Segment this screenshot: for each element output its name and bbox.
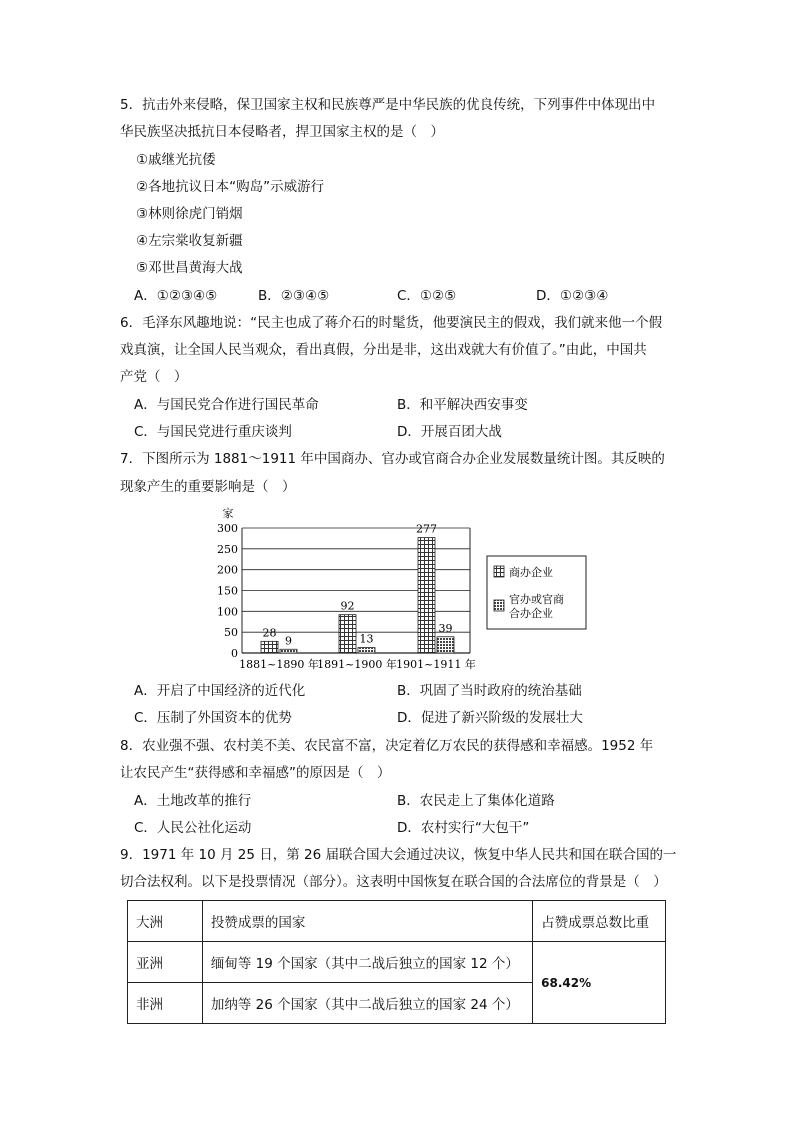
q6-stem-line-3: 产党（ ）: [120, 369, 188, 385]
q7-option-c: C．压制了外国资本的优势: [134, 710, 292, 726]
bar-official-2: [358, 648, 375, 653]
legend-label-official-1: 官办或官商: [509, 593, 564, 606]
table-header-countries: 投赞成票的国家: [202, 901, 532, 942]
table-cell-continent: 非洲: [128, 983, 203, 1024]
vote-table: [127, 900, 666, 1024]
q6-option-d: D．开展百团大战: [397, 424, 502, 440]
q5-option-d: D．①②③④: [536, 288, 609, 304]
bar-private-3: [418, 538, 435, 653]
q7-stem-line-2: 现象产生的重要影响是（ ）: [120, 479, 296, 495]
table-cell-countries: 加纳等 26 个国家（其中二战后独立的国家 24 个）: [202, 983, 532, 1024]
q5-option-b: B．②③④⑤: [258, 288, 330, 304]
q5-stem-line-1: 5．抗击外来侵略，保卫国家主权和民族尊严是中华民族的优良传统，下列事件中体现出中: [120, 97, 656, 113]
q6-stem-line-1: 6．毛泽东风趣地说：“民主也成了蒋介石的时髦货，他要演民主的假戏，我们就来他一个假: [120, 315, 663, 331]
data-label: 39: [438, 621, 453, 635]
x-tick-label: 1901~1911 年: [396, 658, 476, 671]
q8-stem-line-2: 让农民产生“获得感和幸福感”的原因是（ ）: [120, 765, 391, 781]
bar-private-2: [339, 615, 356, 653]
bar-private-1: [261, 641, 278, 653]
y-unit-label: 家: [222, 507, 234, 520]
q5-stem-line-2: 华民族坚决抵抗日本侵略者，捍卫国家主权的是（ ）: [120, 124, 444, 140]
q6-stem-line-2: 戏真演，让全国人民当观众，看出真假，分出是非，这出戏就大有价值了。”由此，中国共: [120, 342, 647, 358]
data-label: 92: [340, 599, 355, 613]
q6-option-a: A．与国民党合作进行国民革命: [134, 397, 319, 413]
data-label: 9: [285, 634, 292, 648]
q6-option-c: C．与国民党进行重庆谈判: [134, 424, 292, 440]
q5-item-4: ④左宗棠收复新疆: [136, 233, 243, 249]
q5-item-3: ③林则徐虎门销烟: [136, 206, 243, 222]
q5-item-2: ②各地抗议日本“购岛”示威游行: [136, 179, 325, 195]
legend-swatch-private: [494, 566, 504, 577]
q5-item-1: ①戚继光抗倭: [136, 152, 216, 168]
legend-label-official-2: 合办企业: [509, 607, 553, 620]
table-cell-continent: 亚洲: [128, 942, 203, 983]
table-header-row: [128, 901, 666, 942]
q8-option-b: B．农民走上了集体化道路: [397, 793, 555, 809]
enterprise-bar-chart: [200, 500, 590, 680]
q8-stem-line-1: 8．农业强不强、农村美不美、农民富不富，决定着亿万农民的获得感和幸福感。1952 年: [120, 738, 654, 754]
y-tick-label: 200: [217, 563, 238, 577]
bar-official-1: [280, 649, 297, 653]
q9-stem-line-1: 9．1971 年 10 月 25 日，第 26 届联合国大会通过决议，恢复中华人民共和国在联合国的一: [120, 847, 677, 863]
q5-option-c: C．①②⑤: [397, 288, 457, 304]
legend-label-private: 商办企业: [509, 566, 553, 579]
y-tick-label: 0: [231, 647, 238, 660]
y-tick-label: 50: [224, 626, 238, 640]
q5-item-5: ⑤邓世昌黄海大战: [136, 260, 243, 276]
table-header-continent: 大洲: [128, 901, 203, 942]
q8-option-d: D．农村实行“大包干”: [397, 820, 530, 836]
table-cell-countries: 缅甸等 19 个国家（其中二战后独立的国家 12 个）: [202, 942, 532, 983]
table-row: [128, 942, 666, 983]
q8-option-c: C．人民公社化运动: [134, 820, 252, 836]
data-label: 13: [359, 632, 374, 646]
bar-official-3: [437, 637, 454, 653]
y-tick-label: 100: [217, 605, 238, 619]
data-label: 277: [416, 522, 437, 536]
y-tick-label: 250: [217, 542, 238, 556]
legend-swatch-official: [494, 600, 504, 611]
q7-stem-line-1: 7．下图所示为 1881～1911 年中国商办、官办或官商合办企业发展数量统计图。其反映的: [120, 451, 665, 467]
q5-option-a: A．①②③④⑤: [134, 288, 218, 304]
data-label: 28: [262, 626, 277, 640]
q7-option-d: D．促进了新兴阶级的发展壮大: [397, 710, 583, 726]
q6-option-b: B．和平解决西安事变: [397, 397, 528, 413]
q7-option-a: A．开启了中国经济的近代化: [134, 683, 306, 699]
table-cell-share: 68.42%: [533, 942, 666, 1024]
y-tick-label: 150: [217, 584, 238, 598]
q8-option-a: A．土地改革的推行: [134, 793, 252, 809]
x-tick-label: 1891~1900 年: [317, 658, 397, 671]
y-tick-label: 300: [217, 522, 238, 535]
table-header-share: 占赞成票总数比重: [533, 901, 666, 942]
q7-option-b: B．巩固了当时政府的统治基础: [397, 683, 582, 699]
x-tick-label: 1881~1890 年: [239, 658, 319, 671]
q9-stem-line-2: 切合法权利。以下是投票情况（部分）。这表明中国恢复在联合国的合法席位的背景是（ ）: [120, 874, 667, 890]
